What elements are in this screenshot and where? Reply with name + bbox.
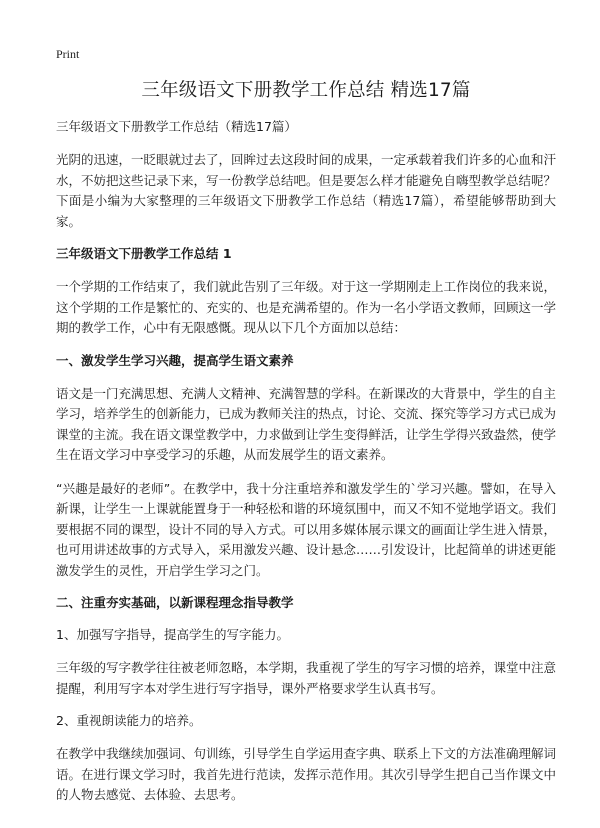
subheading-two: 二、注重夯实基础，以新课程理念指导教学 xyxy=(56,595,294,610)
list-item-2: 2、重视朗读能力的培养。 xyxy=(56,713,202,728)
list-item-1: 1、加强写字指导，提高学生的写字能力。 xyxy=(56,627,289,642)
section1-paragraph: 一个学期的工作结束了，我们就此告别了三年级。对于这一学期刚走上工作岗位的我来说，这个学期的工作是繁忙的、充实的、也是充满希望的。作为一名小学语文教师，回顾这一学期的教学工作，心中有无限感慨。现从以下几个方面加以总结： xyxy=(56,279,557,335)
print-label: Print xyxy=(56,47,80,61)
section-heading-1: 三年级语文下册教学工作总结 1 xyxy=(56,246,232,261)
paragraph-one-a: 语文是一门充满思想、充满人文精神、充满智慧的学科。在新课改的大背景中，学生的自主学习，培养学生的创新能力，已成为教师关注的热点，讨论、交流、探究等学习方式已成为课堂的主流。我在语文课堂教学中，力求做到让学生变得鲜活，让学生学得兴致盎然，使学生在语文学习中享受学习的乐趣，从而发展学生的语文素养。 xyxy=(56,385,557,462)
document-subtitle: 三年级语文下册教学工作总结（精选17篇） xyxy=(56,119,297,134)
subheading-one: 一、激发学生学习兴趣，提高学生语文素养 xyxy=(56,352,294,368)
paragraph-one-b: “兴趣是最好的老师”。在教学中，我十分注重培养和激发学生的`学习兴趣。譬如，在导入新课，让学生一上课就能置身于一种轻松和谐的环境氛围中，而又不知不觉地学语文。我们要根据不同的课型，设计不同的导入方式。可以用多媒体展示课文的画面让学生进入情景，也可用讲述故事的方式导入，采用激发兴趣、设计悬念……引发设计，比起简单的讲述更能激发学生的灵性，开启学生学习之门。 xyxy=(56,480,557,578)
document-title: 三年级语文下册教学工作总结 精选17篇 xyxy=(141,80,471,101)
paragraph-two-b: 在教学中我继续加强词、句训练，引导学生自学运用查字典、联系上下文的方法准确理解词语。在进行课文学习时，我首先进行范读，发挥示范作用。其次引导学生把自己当作课文中的人物去感觉、去体验、去思考。 xyxy=(56,746,557,802)
paragraph-two-a: 三年级的写字教学往往被老师忽略，本学期，我重视了学生的写字习惯的培养，课堂中注意提醒，利用写字本对学生进行写字指导，课外严格要求学生认真书写。 xyxy=(56,660,557,696)
document-body xyxy=(56,78,556,819)
intro-paragraph: 光阴的迅速，一眨眼就过去了，回眸过去这段时间的成果，一定承载着我们许多的心血和汗水，不妨把这些记录下来，写一份教学总结吧。但是要怎么样才能避免自嗨型教学总结呢？下面是小编为大家整理的三年级语文下册教学工作总结（精选17篇），希望能够帮助到大家。 xyxy=(56,152,557,229)
